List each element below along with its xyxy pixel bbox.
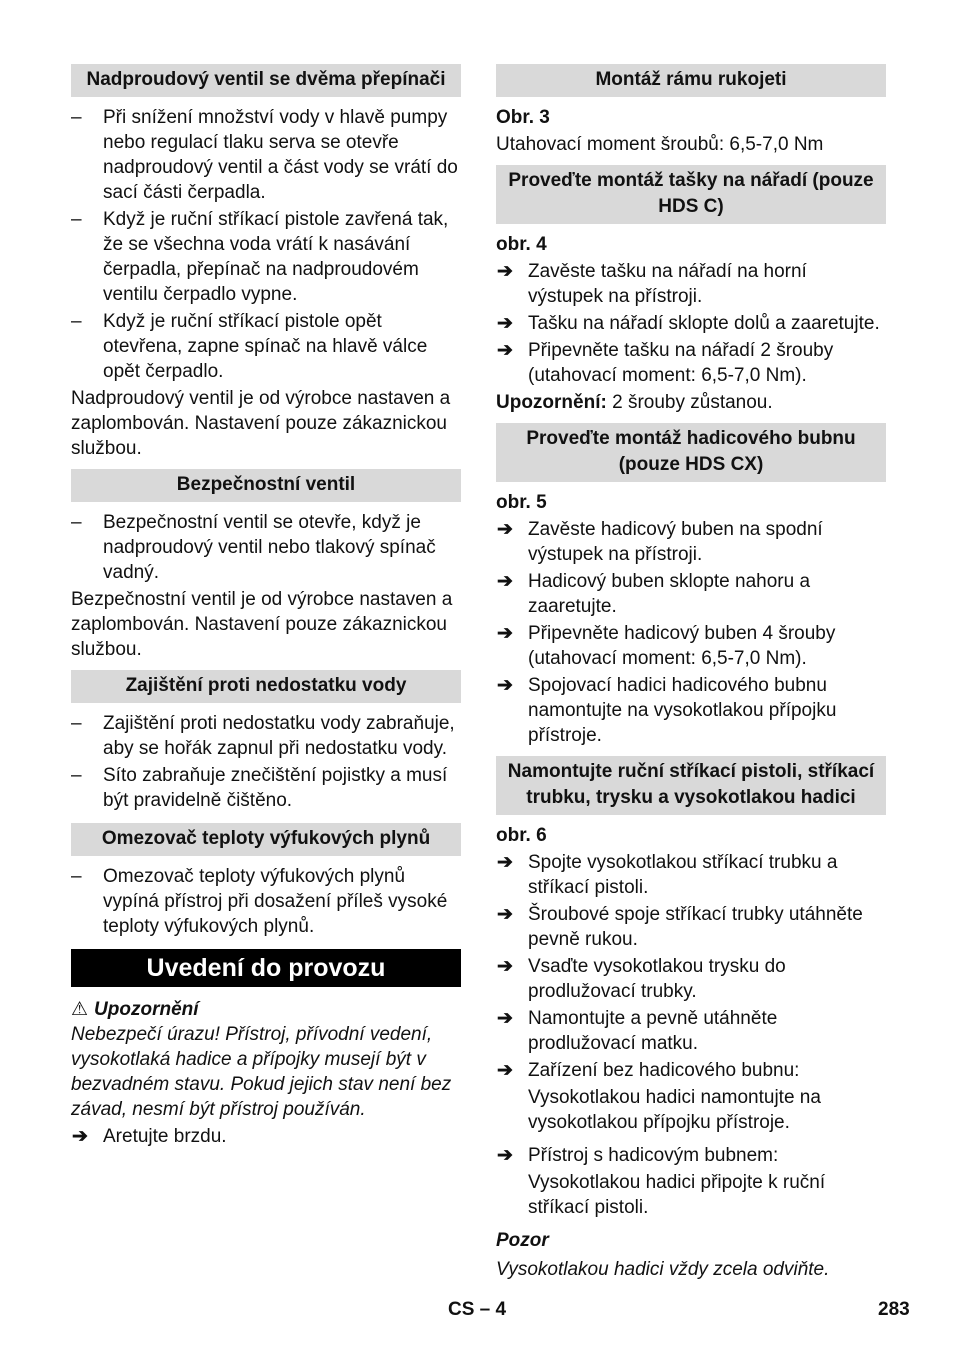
- arrow-icon: ➔: [497, 956, 513, 977]
- caution-label: Pozor: [496, 1230, 549, 1251]
- arrow-icon: ➔: [497, 571, 513, 592]
- step-item: ➔ Aretujte brzdu.: [72, 1126, 227, 1147]
- heading-handle-frame: Montáž rámu rukojeti: [496, 64, 886, 97]
- arrow-icon: ➔: [497, 261, 513, 282]
- heading-safety-valve: Bezpečnostní ventil: [71, 469, 461, 502]
- list-item: – Síto zabraňuje znečištění pojistky a musí být pravidelně čištěno.: [71, 765, 448, 811]
- heading-exhaust-limiter: Omezovač teploty výfukových plynů: [71, 823, 461, 856]
- list-item: – Když je ruční stříkací pistole opět otevřena, zapne spínač na hlavě válce opět čerpadlo.: [71, 311, 428, 382]
- step-item: ➔ Připevněte hadicový buben 4 šrouby (utahovací moment: 6,5-7,0 Nm).: [497, 623, 836, 669]
- list-item: – Zajištění proti nedostatku vody zabraňuje, aby se hořák zapnul při nedostatku vody.: [71, 713, 455, 759]
- warning-label: ⚠ Upozornění: [71, 999, 199, 1020]
- left-column: [71, 64, 461, 1151]
- step-item: ➔ Připevněte tašku na nářadí 2 šrouby (utahovací moment: 6,5-7,0 Nm).: [497, 340, 834, 386]
- heading-overflow-valve: Nadproudový ventil se dvěma přepínači: [71, 64, 461, 97]
- sub-text: Vysokotlakou hadici připojte k ruční stříkací pistoli.: [528, 1172, 826, 1218]
- step-item: ➔ Vsaďte vysokotlakou trysku do prodlužovací trubky.: [497, 956, 786, 1002]
- heading-spray-gun: Namontujte ruční stříkací pistoli, stříkací trubku, trysku a vysokotlakou hadici: [496, 756, 886, 815]
- list-item: – Když je ruční stříkací pistole zavřená tak, že se všechna voda vrátí k nasávání čerpadla, přepínač na nadproudovém ventilu čerpadlo vypne.: [71, 209, 449, 305]
- arrow-icon: ➔: [497, 623, 513, 644]
- list-item: – Omezovač teploty výfukových plynů vypíná přístroj při dosažení příleš vysoké teploty výfukových plynů.: [71, 866, 448, 937]
- arrow-icon: ➔: [497, 852, 513, 873]
- list-item: – Při snížení množství vody v hlavě pumpy nebo regulací tlaku serva se otevře nadproudový ventil a část vody se vrátí do sací části čerpadla.: [71, 107, 458, 203]
- figure-label: obr. 6: [496, 825, 547, 846]
- arrow-icon: ➔: [497, 1008, 513, 1029]
- list-item: – Bezpečnostní ventil se otevře, když je nadproudový ventil nebo tlakový spínač vadný.: [71, 512, 436, 583]
- figure-label: Obr. 3: [496, 107, 550, 128]
- step-item: ➔ Namontujte a pevně utáhněte prodlužovací matku.: [497, 1008, 778, 1054]
- heading-hose-reel: Proveďte montáž hadicového bubnu (pouze HDS CX): [496, 423, 886, 482]
- main-section-title: Uvedení do provozu: [71, 949, 461, 987]
- paragraph: Nadproudový ventil je od výrobce nastaven a zaplombován. Nastavení pouze zákaznickou službou.: [71, 388, 451, 459]
- arrow-icon: ➔: [497, 675, 513, 696]
- step-item: ➔ Spojte vysokotlakou stříkací trubku a stříkací pistoli.: [497, 852, 838, 898]
- footer-section: CS – 4: [448, 1299, 507, 1320]
- arrow-icon: ➔: [497, 340, 513, 361]
- paragraph: Utahovací moment šroubů: 6,5-7,0 Nm: [496, 134, 824, 155]
- heading-water-shortage: Zajištění proti nedostatku vody: [71, 670, 461, 703]
- arrow-icon: ➔: [497, 519, 513, 540]
- arrow-icon: ➔: [497, 313, 513, 334]
- caution-text: Vysokotlakou hadici vždy zcela odviňte.: [496, 1259, 830, 1280]
- arrow-icon: ➔: [72, 1126, 88, 1147]
- step-item: ➔ Tašku na nářadí sklopte dolů a zaaretujte.: [497, 313, 880, 334]
- note: Upozornění: 2 šrouby zůstanou.: [496, 392, 773, 413]
- arrow-icon: ➔: [497, 1060, 513, 1081]
- step-item: ➔ Přístroj s hadicovým bubnem:: [497, 1145, 779, 1166]
- warning-triangle-icon: ⚠: [71, 999, 89, 1020]
- right-column: [496, 64, 886, 1290]
- step-item: ➔ Zavěste tašku na nářadí na horní výstupek na přístroji.: [497, 261, 807, 307]
- figure-label: obr. 4: [496, 234, 547, 255]
- step-item: ➔ Spojovací hadici hadicového bubnu namontujte na vysokotlakou přípojku přístroje.: [497, 675, 837, 746]
- paragraph: Bezpečnostní ventil je od výrobce nastaven a zaplombován. Nastavení pouze zákaznickou službou.: [71, 589, 453, 660]
- heading-tool-bag: Proveďte montáž tašky na nářadí (pouze HDS C): [496, 165, 886, 224]
- page-number: 283: [878, 1299, 910, 1320]
- sub-text: Vysokotlakou hadici namontujte na vysokotlakou přípojku přístroje.: [528, 1087, 821, 1133]
- warning-text: Nebezpečí úrazu! Přístroj, přívodní vedení, vysokotlaká hadice a přípojky musejí být v bezvadném stavu. Pokud jejich stav není bez závad, nesmí být přístroj používán.: [71, 1024, 452, 1120]
- step-item: ➔ Zařízení bez hadicového bubnu:: [497, 1060, 800, 1081]
- step-item: ➔ Zavěste hadicový buben na spodní výstupek na přístroji.: [497, 519, 823, 565]
- figure-label: obr. 5: [496, 492, 547, 513]
- step-item: ➔ Hadicový buben sklopte nahoru a zaaretujte.: [497, 571, 811, 617]
- arrow-icon: ➔: [497, 904, 513, 925]
- arrow-icon: ➔: [497, 1145, 513, 1166]
- step-item: ➔ Šroubové spoje stříkací trubky utáhněte pevně rukou.: [497, 904, 863, 950]
